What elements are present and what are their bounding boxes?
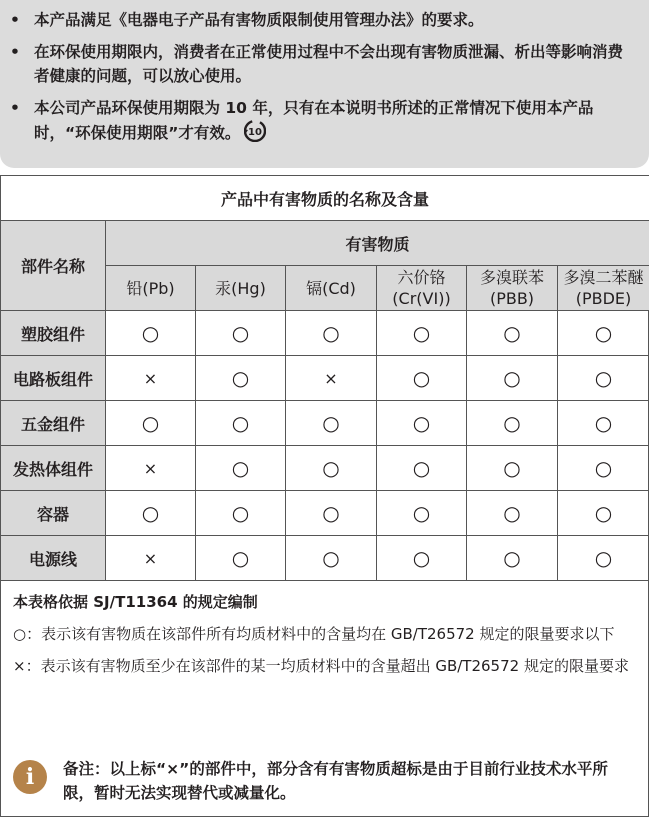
intro-bullet-text-content: 本公司产品环保使用期限为 10 年，只有在本说明书所述的正常情况下使用本产品时，“环保使用期限”才有效。 xyxy=(34,99,594,142)
substance-mark-cell: ○ xyxy=(558,446,649,491)
substance-mark-cell: ○ xyxy=(467,446,558,491)
bullet-dot: • xyxy=(10,11,20,29)
table-row xyxy=(1,491,649,536)
substance-mark-cell: ○ xyxy=(558,401,649,446)
circle-note: ○：表示该有害物质在该部件所有均质材料中的含量均在 GB/T26572 规定的限量要求以下 xyxy=(13,625,615,643)
intro-bullet xyxy=(10,96,627,145)
intro-bullet-text: 在环保使用期限内，消费者在正常使用过程中不会出现有害物质泄漏、析出等影响消费者健康的问题，可以放心使用。 xyxy=(34,43,624,85)
substance-mark-cell: ○ xyxy=(196,311,286,356)
substance-mark-cell: ○ xyxy=(377,491,467,536)
table-row xyxy=(1,536,649,581)
epup-10-logo-text: 10 xyxy=(248,127,263,138)
substance-mark-cell: ○ xyxy=(467,536,558,581)
substance-mark-cell: ○ xyxy=(467,356,558,401)
substance-mark-cell: ○ xyxy=(286,491,377,536)
substance-mark-cell: × xyxy=(106,446,196,491)
intro-bullet xyxy=(10,40,627,88)
substance-group-header: 有害物质 xyxy=(106,221,649,266)
substance-mark-cell: ○ xyxy=(558,491,649,536)
info-icon: i xyxy=(13,760,47,794)
hazardous-substance-table xyxy=(0,175,649,581)
substance-mark-cell: ○ xyxy=(286,446,377,491)
epup-10-logo-icon xyxy=(244,120,266,142)
remark-text: 备注：以上标“×”的部件中，部分含有有害物质超标是由于目前行业技术水平所限，暂时无法实现替代或减量化。 xyxy=(63,760,608,802)
intro-box xyxy=(0,0,649,168)
substance-mark-cell: ○ xyxy=(377,311,467,356)
substance-mark-cell: ○ xyxy=(286,311,377,356)
substance-header: 汞(Hg) xyxy=(196,266,286,311)
part-name-cell: 电源线 xyxy=(1,536,106,581)
part-name-header: 部件名称 xyxy=(1,221,106,311)
substance-mark-cell: ○ xyxy=(106,491,196,536)
notes-section xyxy=(13,590,637,686)
substance-mark-cell: ○ xyxy=(467,491,558,536)
table-row xyxy=(1,311,649,356)
cross-note: ×：表示该有害物质至少在该部件的某一均质材料中的含量超出 GB/T26572 规定的限量要求 xyxy=(13,657,629,675)
substance-mark-cell: ○ xyxy=(558,536,649,581)
part-name-cell: 五金组件 xyxy=(1,401,106,446)
table-title: 产品中有害物质的名称及含量 xyxy=(1,176,649,221)
substance-header: 镉(Cd) xyxy=(286,266,377,311)
intro-bullet xyxy=(10,8,627,32)
part-name-cell: 塑胶组件 xyxy=(1,311,106,356)
substance-mark-cell: ○ xyxy=(196,356,286,401)
substance-mark-cell: ○ xyxy=(377,401,467,446)
substance-mark-cell: ○ xyxy=(196,491,286,536)
part-name-cell: 容器 xyxy=(1,491,106,536)
substance-mark-cell: ○ xyxy=(467,311,558,356)
substance-header: 六价铬 (Cr(VI)) xyxy=(377,266,467,311)
part-name-cell: 发热体组件 xyxy=(1,446,106,491)
substance-mark-cell: × xyxy=(286,356,377,401)
substance-header: 多溴二苯醚 (PBDE) xyxy=(558,266,649,311)
substance-header: 铅(Pb) xyxy=(106,266,196,311)
substance-mark-cell: ○ xyxy=(196,446,286,491)
remark xyxy=(13,757,633,805)
substance-mark-cell: × xyxy=(106,356,196,401)
substance-mark-cell: ○ xyxy=(558,311,649,356)
substance-mark-cell: ○ xyxy=(377,536,467,581)
intro-bullet-text: 本产品满足《电器电子产品有害物质限制使用管理办法》的要求。 xyxy=(34,11,484,29)
table-row xyxy=(1,446,649,491)
part-name-cell: 电路板组件 xyxy=(1,356,106,401)
intro-bullet-text xyxy=(34,96,627,145)
substance-mark-cell: × xyxy=(106,536,196,581)
substance-mark-cell: ○ xyxy=(286,401,377,446)
substance-header: 多溴联苯 (PBB) xyxy=(467,266,558,311)
substance-mark-cell: ○ xyxy=(286,536,377,581)
substance-mark-cell: ○ xyxy=(196,536,286,581)
substance-mark-cell: ○ xyxy=(558,356,649,401)
substance-mark-cell: ○ xyxy=(196,401,286,446)
notes-basis: 本表格依据 SJ/T11364 的规定编制 xyxy=(13,593,258,611)
substance-mark-cell: ○ xyxy=(106,311,196,356)
substance-mark-cell: ○ xyxy=(377,356,467,401)
substance-mark-cell: ○ xyxy=(377,446,467,491)
bullet-dot: • xyxy=(10,99,20,117)
table-row xyxy=(1,356,649,401)
substance-mark-cell: ○ xyxy=(106,401,196,446)
bullet-dot: • xyxy=(10,43,20,61)
substance-mark-cell: ○ xyxy=(467,401,558,446)
table-row xyxy=(1,401,649,446)
